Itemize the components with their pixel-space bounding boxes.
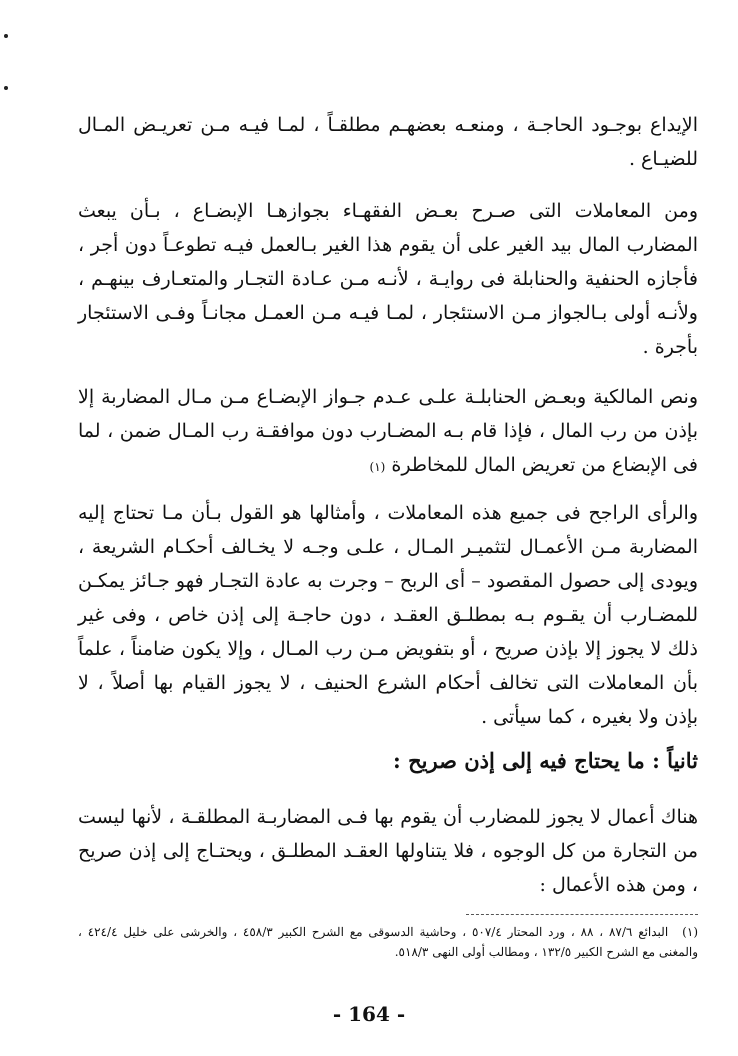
- footnote-number: (١): [682, 925, 698, 939]
- footnote-divider: [466, 914, 698, 915]
- paragraph-text: هناك أعمال لا يجوز للمضارب أن يقوم بها فـى المضاربـة المطلقـة ، لأنها ليست من التجارة من كل الوجوه ، فلا يتناولها العقـد المطلـق ، ويحتـاج إلى إذن صريح ، ومن هذه الأعمال :: [78, 806, 698, 896]
- scan-mark: [4, 86, 8, 90]
- footnote: [78, 922, 698, 962]
- paragraph-deposit: [78, 108, 698, 176]
- paragraph-text: ومن المعاملات التى صـرح بعـض الفقهـاء بجوازهـا الإبضـاع ، بـأن يبعث المضارب المال بيد الغير على أن يقوم هذا الغير بـالعمل فيـه تطوعـاً دون أجر ، فأجازه الحنفية والحنابلة فى روايـة ، لأنـه مـن عـادة التجـار والمتعـارف بينهـم ، ولأنـه أولى بـالجواز مـن الاستئجار ، لمـا فيـه مـن العمـل مجانـاً وفـى الاستئجار بأجرة .: [78, 200, 698, 358]
- paragraph-text: الإيداع بوجـود الحاجـة ، ومنعـه بعضهـم مطلقـاً ، لمـا فيـه مـن تعريـض المـال للضيـاع .: [78, 114, 698, 170]
- paragraph-text: ونص المالكية وبعـض الحنابلـة علـى عـدم جـواز الإبضـاع مـن مـال المضاربة إلا بإذن من رب المال ، فإذا قام بـه المضـارب دون موافقـة رب المـال ضمن ، لما فى الإبضاع من تعريض المال للمخاطرة: [78, 386, 698, 476]
- section-heading: ثانياً : ما يحتاج فيه إلى إذن صريح :: [393, 748, 698, 773]
- paragraph-explicit-permission: [78, 800, 698, 902]
- footnote-reference: (١): [369, 460, 386, 474]
- paragraph-ibdaa: [78, 194, 698, 364]
- paragraph-text: والرأى الراجح فى جميع هذه المعاملات ، وأمثالها هو القول بـأن مـا تحتاج إليه المضاربة مـن الأعمـال لتثميـر المـال ، علـى وجـه لا يخـالف أحكـام الشريعة ، ويودى إلى حصول المقصود – أى الربح – وجرت به عادة التجـار فهو جـائز يمكـن للمضـارب أن يقـوم بـه بمطلـق العقـد ، دون حاجـة إلى إذن خاص ، وفى غير ذلك لا يجوز إلا بإذن صريح ، أو بتفويض مـن رب المـال ، وإلا يكون ضامناً ، علماً بأن المعاملات التى تخالف أحكام الشرع الحنيف ، لا يجوز القيام بها أصلاً ، لا بإذن ولا بغيره ، كما سيأتى .: [78, 502, 698, 728]
- scan-mark: [4, 34, 8, 38]
- paragraph-text-with-ref: [78, 380, 698, 484]
- paragraph-preferred-opinion: [78, 496, 698, 734]
- paragraph-maliki: [78, 380, 698, 484]
- page-number: - 164 -: [332, 1002, 406, 1026]
- footnote-text: البدائع ٨٧/٦ ، ٨٨ ، ورد المحتار ٥٠٧/٤ ، وحاشية الدسوقى مع الشرح الكبير ٤٥٨/٣ ، والخرشى على خليل ٤٢٤/٤ ، والمغنى مع الشرح الكبير ١٣٢/٥ ، ومطالب أولى النهى ٥١٨/٣.: [78, 925, 698, 959]
